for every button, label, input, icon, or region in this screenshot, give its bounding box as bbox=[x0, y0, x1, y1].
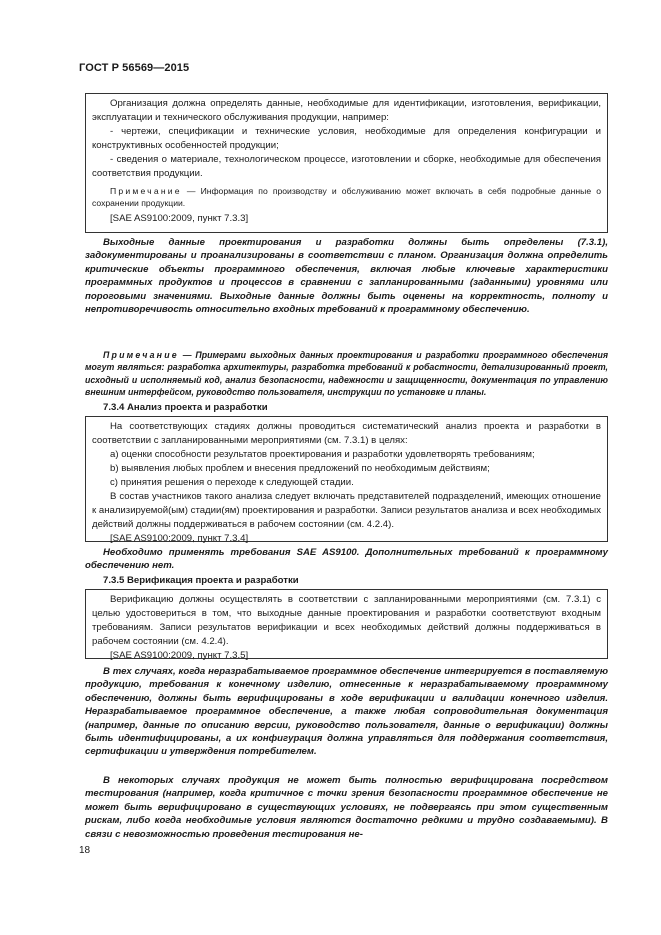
box-list-item: - чертежи, спецификации и технические условия, необходимые для определения конфигурации и конструктивных особенностей продукции; bbox=[92, 126, 601, 151]
paragraph-non-developed-software: В тех случаях, когда неразрабатываемое программное обеспечение интегрируется в поставляемую продукцию, требования к конечному изделию, отнесенные к неразрабатываемому программному обеспечению, должны быть верифицированы в ходе верификации и валидации конечного изделия. Неразрабатываемое программное обеспечение, а также любая сопроводительная документация (например, данные по описанию версии, руководство пользователя, данные о верификации) должны быть идентифицированы, а их конфигурация должна управляться для поддержания соответствия, сертификации и утверждения потребителем. bbox=[85, 666, 608, 758]
note-text: — Примерами выходных данных проектирования и разработки программного обеспечения могут являться: разработка архитектуры, разработка требований к робастности, детализированный проект, исходный и исполняемый код, анализ безопасности, надежности и защищенности, документация по управлению внешним интерфейсом, руководство пользователя, инструкции по установке и планы. bbox=[85, 350, 608, 397]
requirement-box-735 bbox=[85, 589, 608, 659]
paragraph-design-outputs: Выходные данные проектирования и разработки должны быть определены (7.3.1), задокументированы и проанализированы в соответствии с планом. Организация должна определить критические объекты программного обеспечения, включая любые ключевые характеристики программных продуктов и процессов в сравнении с запланированными (заданными) уровнями или пороговыми значениями. Выходные данные должны быть оценены на корректность, полноту и непротиворечивость относительно входных требований к программному обеспечению. bbox=[85, 237, 608, 316]
box-paragraph: В состав участников такого анализа следует включать представителей подразделений, имеющих отношение к анализируемой(ым) стадии(ям) проектирования и разработки. Записи результатов анализа и всех необходимых действий должны поддерживаться в рабочем состоянии (см. 4.2.4). bbox=[92, 491, 601, 530]
box-note bbox=[92, 185, 601, 209]
note-label: Примечание bbox=[110, 186, 182, 196]
document-header: ГОСТ Р 56569—2015 bbox=[79, 62, 190, 74]
box-list-item: - сведения о материале, технологическом процессе, изготовлении и сборке, необходимые для обеспечения соответствия продукции. bbox=[92, 154, 601, 179]
box-list-item: a) оценки способности результатов проектирования и разработки удовлетворять требованиям; bbox=[110, 449, 535, 460]
source-reference: [SAE AS9100:2009, пункт 7.3.4] bbox=[110, 533, 249, 544]
requirement-box-733 bbox=[85, 93, 608, 233]
requirement-box-734 bbox=[85, 416, 608, 542]
page-number: 18 bbox=[79, 845, 91, 856]
note-design-outputs bbox=[85, 349, 608, 398]
section-heading-7-3-5: 7.3.5 Верификация проекта и разработки bbox=[103, 575, 299, 586]
box-paragraph: На соответствующих стадиях должны проводиться систематический анализ проекта и разработки в соответствии с запланированными мероприятиями (см. 7.3.1) в целях: bbox=[92, 421, 601, 446]
note-label: Примечание bbox=[103, 350, 179, 360]
section-heading-7-3-4: 7.3.4 Анализ проекта и разработки bbox=[103, 402, 268, 413]
paragraph-testing-limits: В некоторых случаях продукция не может быть полностью верифицирована посредством тестирования (например, когда критичное с точки зрения безопасности программное обеспечение не может быть верифицировано в существующих условиях, не подвергаясь при этом существенным рискам, либо когда необходимые условия являются достаточно редкими и трудно создаваемыми). В связи с невозможностью проведения тестирования не- bbox=[85, 775, 608, 840]
box-list-item: c) принятия решения о переходе к следующей стадии. bbox=[110, 477, 354, 488]
note-text: — Информация по производству и обслуживанию может включать в себя подробные данные о сохранении продукции. bbox=[92, 186, 601, 208]
paragraph-as9100-requirements: Необходимо применять требования SAE AS9100. Дополнительных требований к программному обеспечению нет. bbox=[85, 547, 608, 572]
box-list-item: b) выявления любых проблем и внесения предложений по необходимым действиям; bbox=[110, 463, 490, 474]
box-paragraph: Верификацию должны осуществлять в соответствии с запланированными мероприятиями (см. 7.3.1) с целью удостовериться в том, что выходные данные проектирования и разработки соответствуют входным требованиям. Записи результатов верификации и всех необходимых действий должны поддерживаться в рабочем состоянии (см. 4.2.4). bbox=[92, 594, 601, 647]
source-reference: [SAE AS9100:2009, пункт 7.3.5] bbox=[110, 650, 249, 661]
source-reference: [SAE AS9100:2009, пункт 7.3.3] bbox=[110, 213, 249, 224]
box-paragraph: Организация должна определять данные, необходимые для идентификации, изготовления, верификации, эксплуатации и технического обслуживания продукции, например: bbox=[92, 98, 601, 123]
